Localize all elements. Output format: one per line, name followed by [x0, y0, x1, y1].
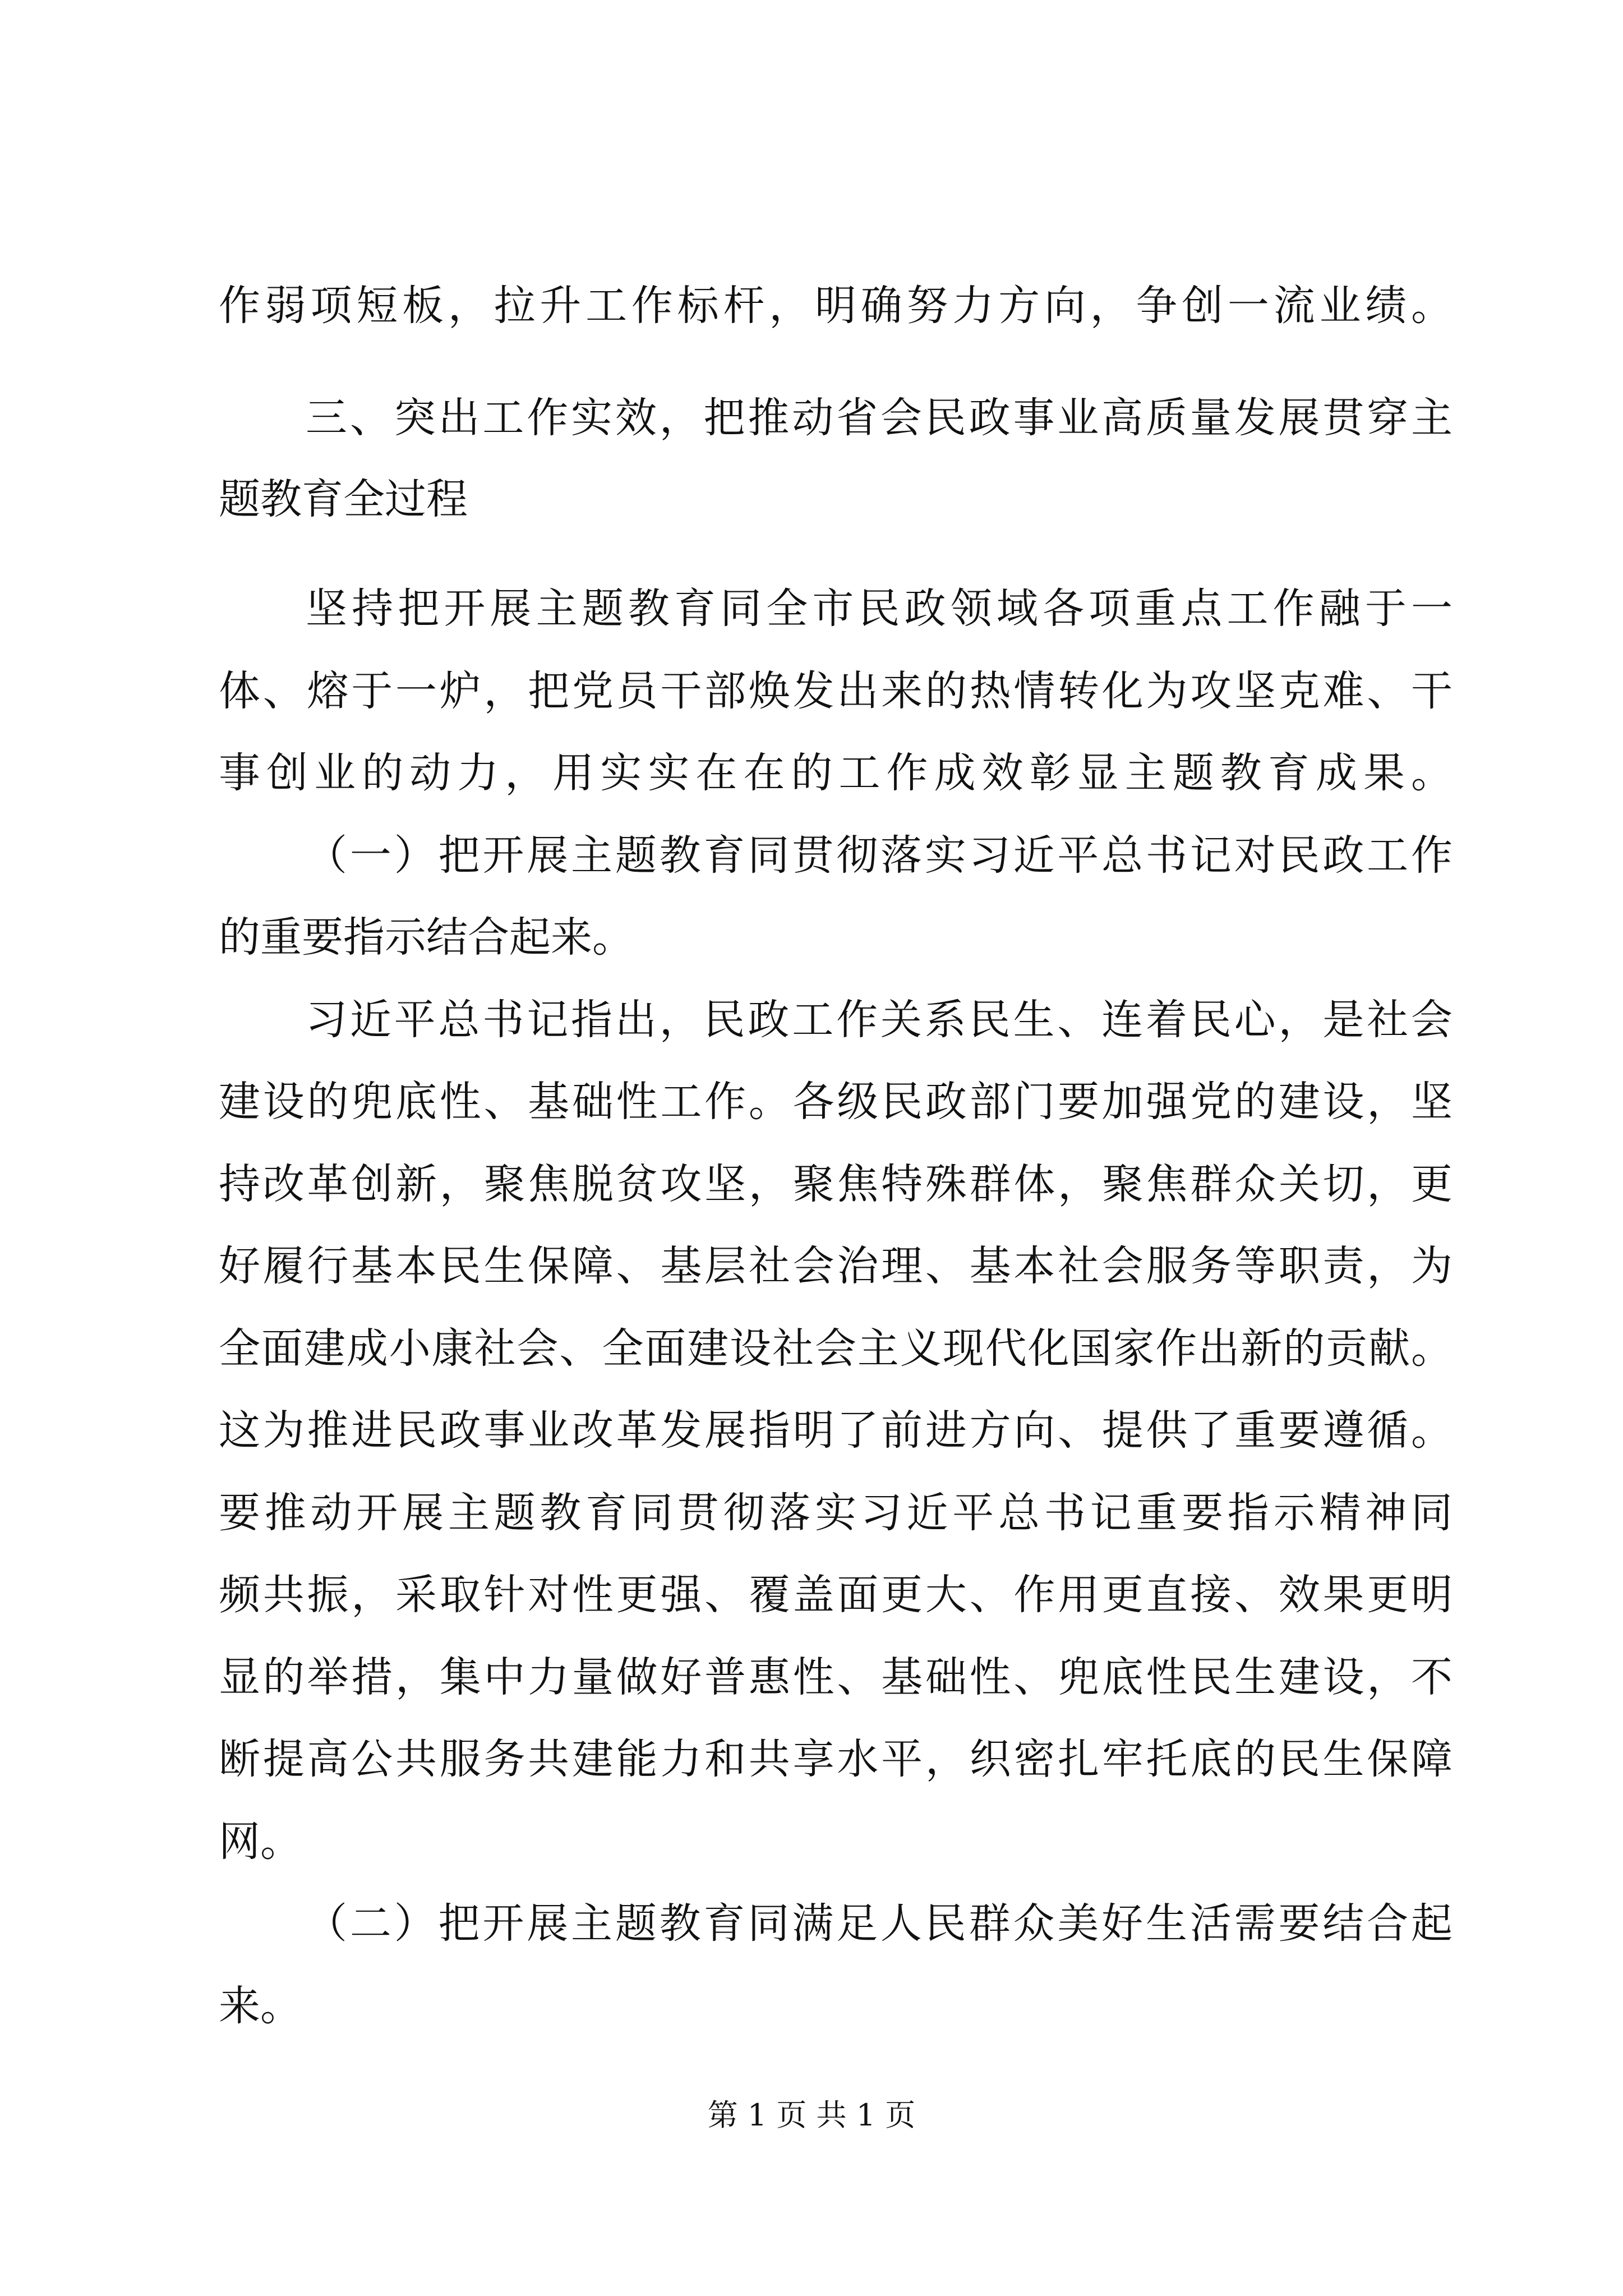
text-line-1: 作弱项短板，拉升工作标杆，明确努力方向，争创一流业绩。 [219, 282, 1453, 330]
subheading-2: （二）把开展主题教育同满足人民群众美好生活需要结合起 [306, 1899, 1453, 1948]
page-footer: 第 1 页 共 1 页 [707, 2097, 916, 2133]
subheading-2-cont: 来。 [219, 1982, 302, 2030]
text-line-15: 要推动开展主题教育同贯彻落实习近平总书记重要指示精神同 [219, 1489, 1453, 1537]
text-line-6: 事创业的动力，用实实在在的工作成效彰显主题教育成果。 [219, 749, 1453, 797]
text-line-11: 持改革创新，聚焦脱贫攻坚，聚焦特殊群体，聚焦群众关切，更 [219, 1160, 1453, 1208]
text-line-4: 坚持把开展主题教育同全市民政领域各项重点工作融于一 [306, 585, 1453, 633]
text-line-17: 显的举措，集中力量做好普惠性、基础性、兜底性民生建设，不 [219, 1653, 1453, 1701]
text-line-9: 习近平总书记指出，民政工作关系民生、连着民心，是社会 [306, 996, 1453, 1044]
text-line-18: 断提高公共服务共建能力和共享水平，织密扎牢托底的民生保障 [219, 1735, 1453, 1783]
text-line-13: 全面建成小康社会、全面建设社会主义现代化国家作出新的贡献。 [219, 1324, 1453, 1373]
text-line-14: 这为推进民政事业改革发展指明了前进方向、提供了重要遵循。 [219, 1406, 1453, 1455]
text-line-19: 网。 [219, 1818, 302, 1866]
text-line-5: 体、熔于一炉，把党员干部焕发出来的热情转化为攻坚克难、干 [219, 667, 1453, 715]
subheading-1: （一）把开展主题教育同贯彻落实习近平总书记对民政工作 [306, 831, 1453, 880]
subheading-1-cont: 的重要指示结合起来。 [219, 913, 634, 961]
text-line-10: 建设的兜底性、基础性工作。各级民政部门要加强党的建设，坚 [219, 1078, 1453, 1126]
section-heading-3: 三、突出工作实效，把推动省会民政事业高质量发展贯穿主 [306, 394, 1453, 442]
text-line-16: 频共振，采取针对性更强、覆盖面更大、作用更直接、效果更明 [219, 1571, 1453, 1619]
section-heading-3-cont: 题教育全过程 [219, 475, 468, 523]
text-line-12: 好履行基本民生保障、基层社会治理、基本社会服务等职责，为 [219, 1242, 1453, 1290]
